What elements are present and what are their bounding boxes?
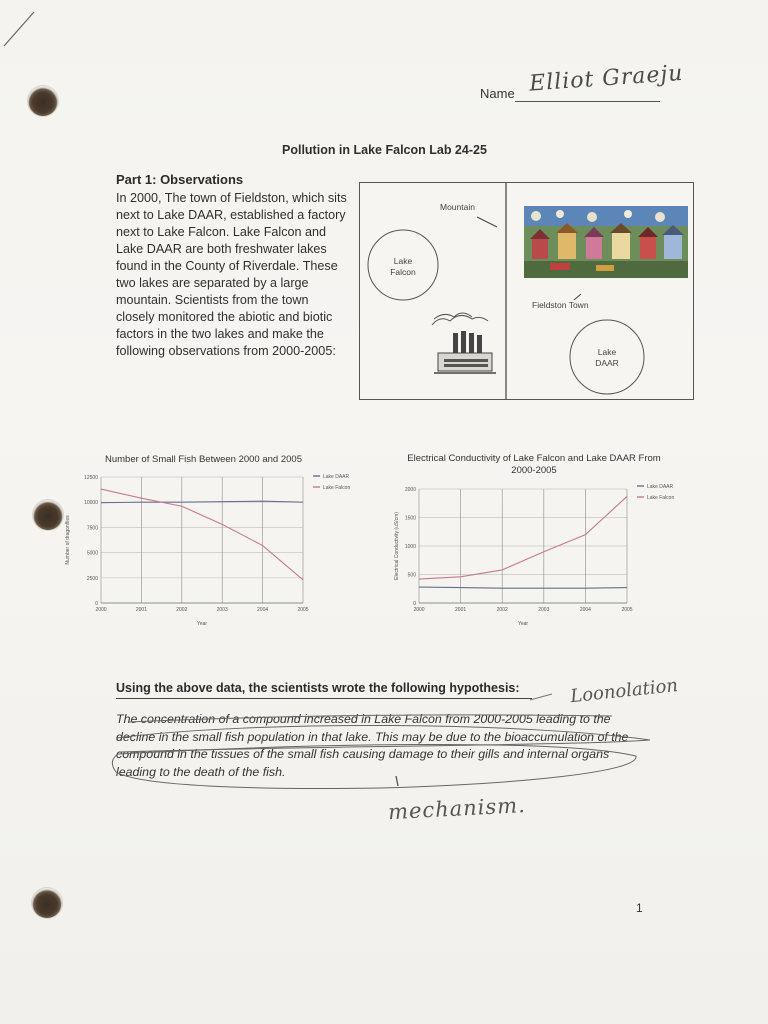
x-tick-label: 2005	[297, 607, 309, 613]
paragraph-line: closely monitored the abiotic and biotic	[116, 310, 333, 324]
series-line	[419, 496, 627, 579]
x-tick-label: 2002	[176, 607, 188, 613]
x-axis-label: Year	[517, 621, 529, 627]
hypothesis-underline	[116, 698, 532, 699]
name-label: Name	[480, 86, 515, 101]
town-label: Fieldston Town	[532, 300, 589, 310]
paragraph-line: Lake DAAR are both freshwater lakes	[116, 242, 327, 256]
handwritten-name	[525, 56, 685, 100]
binder-hole-bottom	[32, 888, 62, 918]
y-tick-label: 1000	[404, 544, 416, 550]
y-tick-label: 7500	[86, 525, 98, 532]
chart-title: Electrical Conductivity of Lake Falcon and Lake DAAR From	[407, 453, 661, 464]
binder-hole-middle	[33, 500, 63, 530]
page-number: 1	[636, 901, 643, 915]
mountain-label: Mountain	[440, 202, 475, 212]
y-axis-label: Electrical Conductivity (uS/cm)	[394, 512, 400, 580]
legend-label: Lake DAAR	[647, 484, 674, 490]
x-tick-label: 2003	[216, 607, 228, 613]
hypothesis-line: decline in the small fish population in that lake. This may be due to the bioaccumulation of the	[116, 729, 629, 744]
name-line	[515, 101, 660, 102]
y-tick-label: 10000	[84, 500, 98, 507]
map-svg	[360, 183, 693, 399]
chart-title: 2000-2005	[511, 465, 557, 476]
y-tick-label: 500	[407, 572, 416, 579]
x-tick-label: 2002	[496, 607, 508, 613]
paragraph-line: next to Lake Falcon. Lake Falcon and	[116, 225, 327, 239]
observations-paragraph	[116, 190, 352, 360]
x-axis-label: Year	[196, 621, 208, 627]
x-tick-label: 2003	[538, 607, 550, 613]
hypothesis-heading: Using the above data, the scientists wrote the following hypothesis:	[116, 681, 520, 695]
conductivity-chart-svg	[378, 450, 698, 636]
lake-daar-label: DAAR	[595, 358, 619, 368]
x-tick-label: 2001	[455, 607, 467, 613]
lake-falcon-label: Lake	[393, 256, 413, 266]
paragraph-line: two lakes are separated by a large	[116, 276, 309, 290]
page-title: Pollution in Lake Falcon Lab 24-25	[282, 143, 487, 157]
paragraph-line: following observations from 2000-2005:	[116, 344, 336, 358]
y-tick-label: 12500	[84, 475, 98, 481]
lake-map-diagram	[359, 182, 694, 400]
hypothesis-line: leading to the death of the fish.	[116, 764, 286, 779]
x-tick-label: 2004	[579, 607, 591, 613]
small-fish-chart	[60, 450, 370, 636]
paragraph-line: found in the County of Riverdale. These	[116, 259, 338, 273]
conductivity-chart	[378, 450, 698, 636]
svg-text:Elliot Graeju: Elliot Graeju	[528, 60, 685, 97]
y-tick-label: 2500	[86, 575, 98, 582]
lake-daar-circle	[570, 320, 644, 394]
lake-daar-label: Lake	[597, 347, 617, 357]
small-fish-chart-svg	[60, 450, 370, 636]
handwritten-word-top: Loonolation	[569, 674, 679, 708]
legend-label: Lake Falcon	[323, 485, 351, 491]
x-tick-label: 2004	[257, 607, 269, 613]
lake-falcon-label: Falcon	[390, 267, 416, 277]
x-tick-label: 2000	[95, 607, 107, 613]
paragraph-line: In 2000, The town of Fieldston, which sits	[116, 191, 347, 205]
paragraph-line: factors in the two lakes and make the	[116, 327, 324, 341]
hypothesis-paragraph	[116, 711, 636, 781]
section-heading: Part 1: Observations	[116, 172, 244, 187]
pencil-mark	[4, 12, 34, 46]
legend-label: Lake DAAR	[323, 474, 350, 480]
x-tick-label: 2000	[413, 607, 425, 613]
y-tick-label: 2000	[404, 487, 416, 493]
paragraph-line: next to Lake DAAR, established a factory	[116, 208, 346, 222]
binder-hole-top	[28, 86, 58, 116]
y-tick-label: 1500	[404, 515, 416, 522]
pointer-mark	[530, 694, 552, 700]
series-line	[419, 587, 627, 588]
factory-icon	[432, 313, 496, 373]
legend-label: Lake Falcon	[647, 495, 675, 501]
handwritten-word-bottom: mechanism.	[387, 793, 527, 825]
x-tick-label: 2001	[135, 607, 147, 613]
paragraph-line: mountain. Scientists from the town	[116, 293, 309, 307]
town-picture	[524, 206, 688, 278]
mountain-pointer	[477, 217, 497, 227]
hypothesis-line: compound in the tissues of the small fish causing damage to their gills and internal organs	[116, 747, 610, 761]
y-tick-label: 0	[95, 601, 98, 607]
y-tick-label: 5000	[86, 550, 98, 557]
y-axis-label: Number of dragonflies	[65, 515, 71, 565]
hypothesis-line: The concentration of a compound increased in Lake Falcon from 2000-2005 leading to the	[116, 712, 611, 726]
x-tick-label: 2005	[621, 607, 633, 613]
y-tick-label: 0	[413, 601, 416, 607]
chart-title: Number of Small Fish Between 2000 and 2005	[105, 454, 302, 465]
